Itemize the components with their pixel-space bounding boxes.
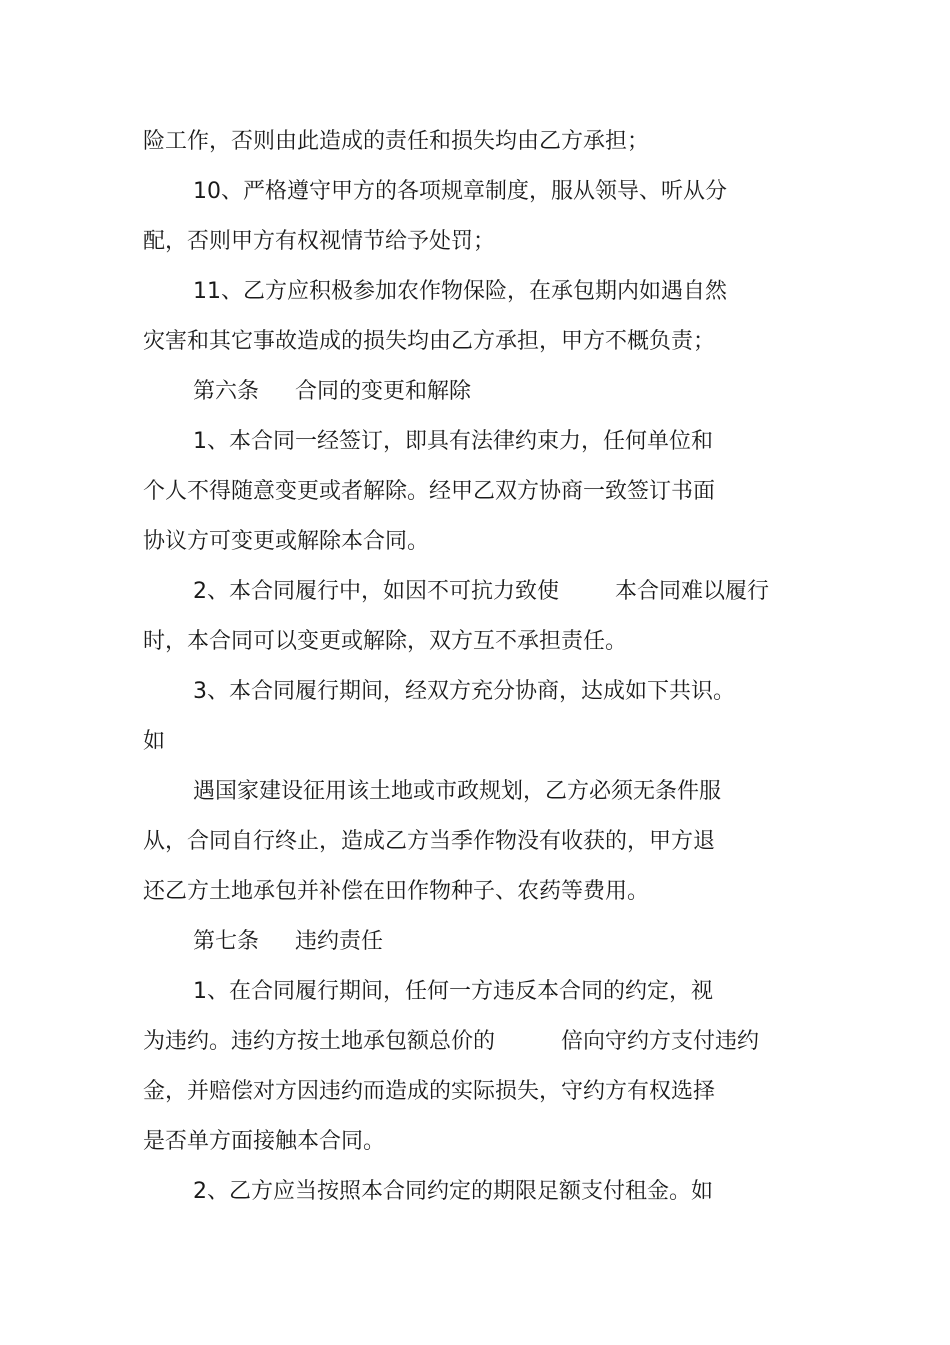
article-7-clause-1-line-4: 是否单方面接触本合同。	[143, 1129, 386, 1154]
clause-11-line-2: 灾害和其它事故造成的损失均由乙方承担，甲方不概负责；	[143, 329, 716, 354]
clause-10-line-2: 配，否则甲方有权视情节给予处罚；	[143, 229, 496, 254]
text-line: 险工作，否则由此造成的责任和损失均由乙方承担；	[143, 129, 650, 154]
article-7-heading	[193, 927, 383, 957]
article-number: 第六条	[193, 379, 260, 404]
article-number: 第七条	[193, 929, 260, 954]
article-7-clause-1-line-1: 1、在合同履行期间，任何一方违反本合同的约定，视	[193, 979, 713, 1004]
article-6-clause-2-line-2: 时，本合同可以变更或解除，双方互不承担责任。	[143, 629, 628, 654]
article-6-clause-3-line-4: 从，合同自行终止，造成乙方当季作物没有收获的，甲方退	[143, 829, 716, 854]
article-6-clause-2-line-1	[193, 577, 769, 607]
article-6-clause-3-line-1: 3、本合同履行期间，经双方充分协商，达成如下共识。	[193, 679, 735, 704]
article-6-clause-1-line-1: 1、本合同一经签订，即具有法律约束力，任何单位和	[193, 429, 713, 454]
article-7-clause-2-line-1: 2、乙方应当按照本合同约定的期限足额支付租金。如	[193, 1179, 713, 1204]
article-6-clause-3-line-2: 如	[143, 729, 166, 754]
text-segment: 为违约。违约方按土地承包额总价的	[143, 1029, 496, 1054]
article-6-clause-3-line-5: 还乙方土地承包并补偿在田作物种子、农药等费用。	[143, 879, 650, 904]
article-title: 违约责任	[295, 929, 384, 954]
clause-10-line-1: 10、严格遵守甲方的各项规章制度，服从领导、听从分	[193, 179, 727, 204]
article-7-clause-1-line-2	[143, 1027, 759, 1057]
article-7-clause-1-line-3: 金，并赔偿对方因违约而造成的实际损失，守约方有权选择	[143, 1079, 716, 1104]
article-6-clause-1-line-2: 个人不得随意变更或者解除。经甲乙双方协商一致签订书面	[143, 479, 716, 504]
text-segment: 倍向守约方支付违约	[561, 1029, 760, 1054]
article-title: 合同的变更和解除	[295, 379, 472, 404]
article-6-clause-3-line-3: 遇国家建设征用该土地或市政规划，乙方必须无条件服	[193, 779, 722, 804]
text-segment: 2、本合同履行中，如因不可抗力致使	[193, 579, 559, 604]
clause-11-line-1: 11、乙方应积极参加农作物保险，在承包期内如遇自然	[193, 279, 727, 304]
article-6-clause-1-line-3: 协议方可变更或解除本合同。	[143, 529, 430, 554]
article-6-heading	[193, 377, 471, 407]
text-segment: 本合同难以履行	[615, 579, 770, 604]
